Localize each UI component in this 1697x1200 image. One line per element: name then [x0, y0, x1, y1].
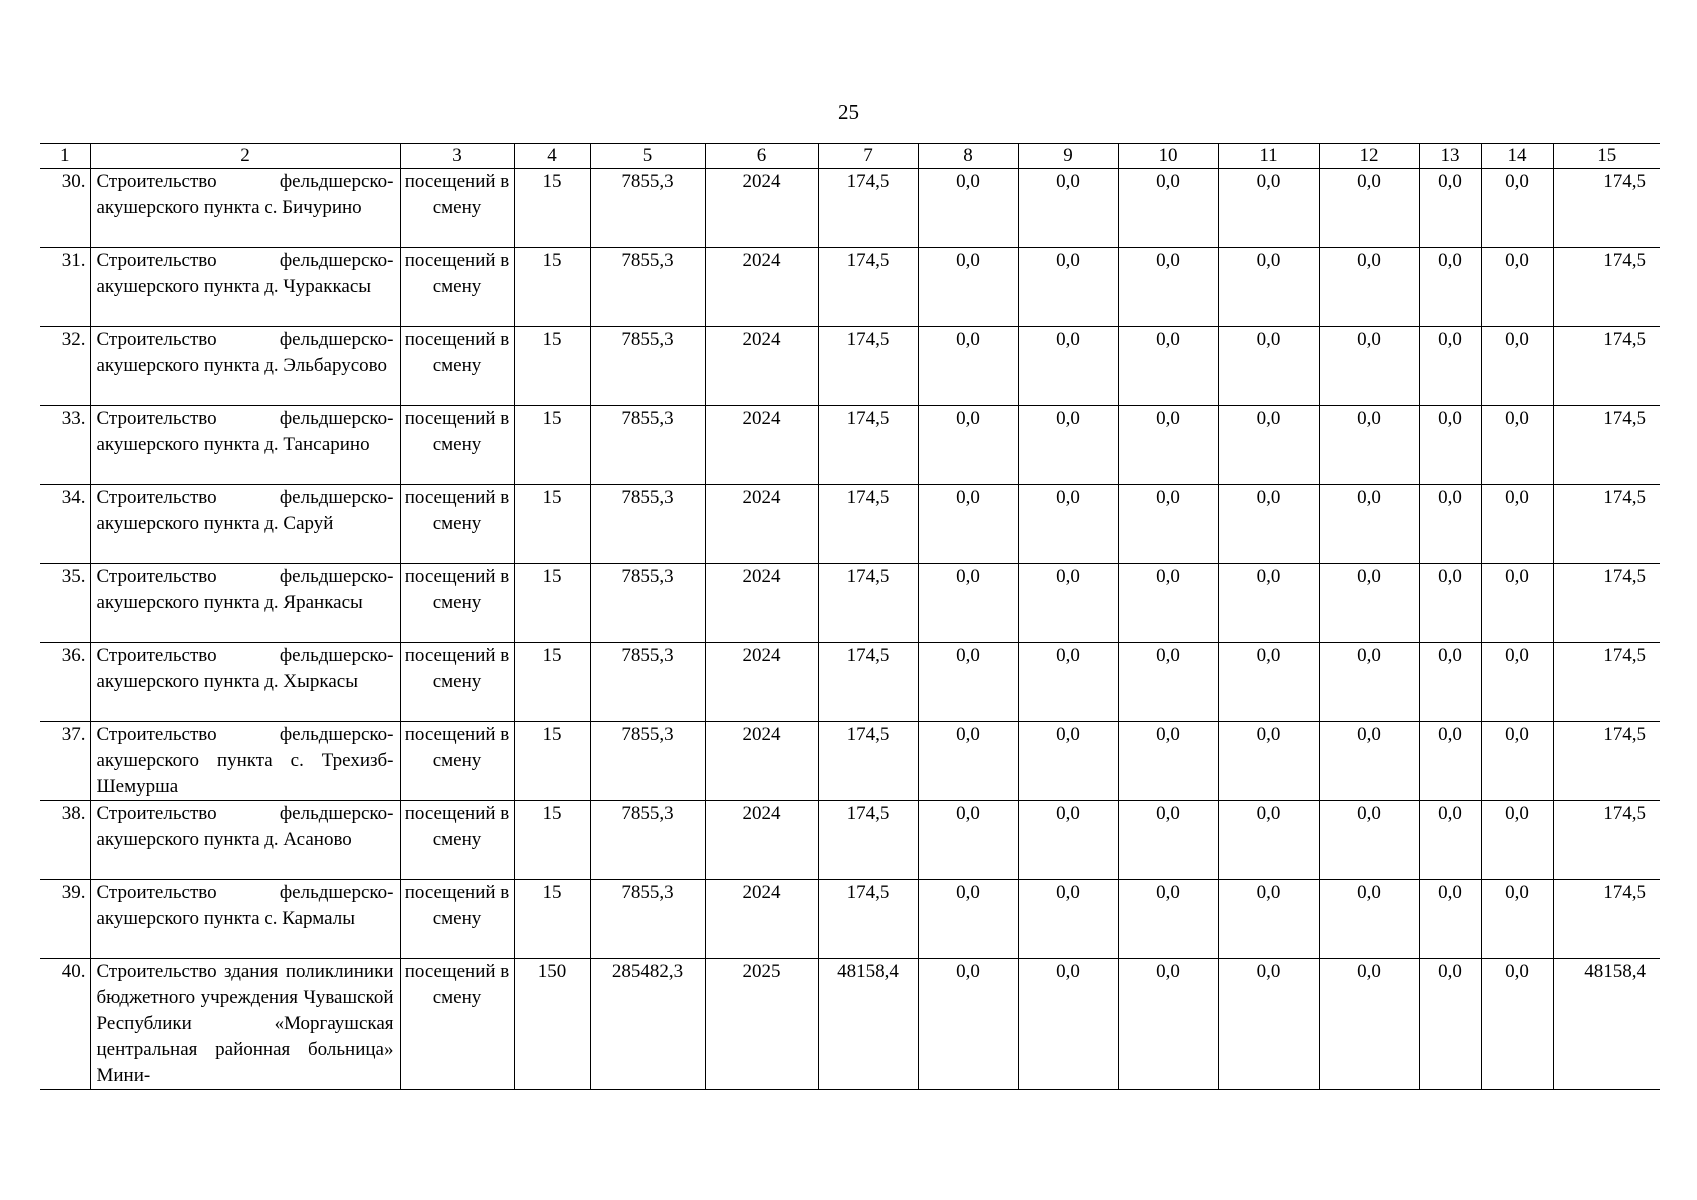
completion-year: 2024	[705, 722, 818, 801]
funding-value: 174,5	[818, 248, 918, 327]
funding-value: 0,0	[1218, 564, 1319, 643]
funding-value: 0,0	[1218, 485, 1319, 564]
funding-value: 0,0	[1218, 327, 1319, 406]
funding-value: 0,0	[1419, 564, 1481, 643]
funding-value: 0,0	[1018, 169, 1118, 248]
funding-value: 0,0	[1018, 722, 1118, 801]
funding-value: 0,0	[1118, 722, 1218, 801]
capacity-value: 15	[514, 801, 590, 880]
column-number-row	[40, 144, 1660, 169]
funding-value: 0,0	[1481, 722, 1553, 801]
funding-value: 0,0	[1018, 248, 1118, 327]
table-row	[40, 564, 1660, 643]
funding-value: 0,0	[1118, 801, 1218, 880]
capacity-unit: посещений в смену	[400, 564, 514, 643]
funding-value: 174,5	[818, 722, 918, 801]
funding-value: 0,0	[1419, 880, 1481, 959]
funding-value: 0,0	[1481, 406, 1553, 485]
completion-year: 2024	[705, 248, 818, 327]
funding-value: 0,0	[918, 643, 1018, 722]
header-cell: 12	[1319, 144, 1419, 169]
capacity-value: 15	[514, 248, 590, 327]
funding-value: 0,0	[1118, 564, 1218, 643]
completion-year: 2024	[705, 327, 818, 406]
funding-value: 0,0	[1419, 722, 1481, 801]
row-number: 32.	[40, 327, 90, 406]
capacity-unit: посещений в смену	[400, 406, 514, 485]
estimated-cost: 285482,3	[590, 959, 705, 1090]
capacity-value: 15	[514, 169, 590, 248]
project-name: Строительство фельдшерско-акушерского пункта д. Тансарино	[90, 406, 400, 485]
funding-value: 0,0	[918, 959, 1018, 1090]
estimated-cost: 7855,3	[590, 722, 705, 801]
funding-value: 0,0	[1419, 959, 1481, 1090]
funding-value: 0,0	[1218, 801, 1319, 880]
project-name: Строительство фельдшерско-акушерского пункта д. Эльбарусово	[90, 327, 400, 406]
estimated-cost: 7855,3	[590, 248, 705, 327]
capacity-unit: посещений в смену	[400, 248, 514, 327]
funding-value: 0,0	[1319, 327, 1419, 406]
funding-total: 174,5	[1553, 406, 1660, 485]
funding-total: 174,5	[1553, 801, 1660, 880]
row-number: 34.	[40, 485, 90, 564]
funding-value: 174,5	[818, 880, 918, 959]
funding-value: 0,0	[1481, 801, 1553, 880]
funding-value: 0,0	[918, 564, 1018, 643]
project-name: Строительство фельдшерско-акушерского пункта с. Кармалы	[90, 880, 400, 959]
header-cell: 5	[590, 144, 705, 169]
completion-year: 2024	[705, 485, 818, 564]
project-name: Строительство здания поликлиники бюджетного учреждения Чувашской Республики «Моргаушская центральная районная больница» Мини-	[90, 959, 400, 1090]
funding-value: 0,0	[918, 327, 1018, 406]
funding-value: 0,0	[1118, 485, 1218, 564]
funding-value: 0,0	[1419, 406, 1481, 485]
header-cell: 14	[1481, 144, 1553, 169]
header-cell: 9	[1018, 144, 1118, 169]
funding-value: 0,0	[1319, 169, 1419, 248]
funding-value: 0,0	[1218, 643, 1319, 722]
table-row	[40, 248, 1660, 327]
funding-value: 0,0	[1018, 406, 1118, 485]
funding-value: 0,0	[1018, 564, 1118, 643]
header-cell: 7	[818, 144, 918, 169]
funding-value: 0,0	[1419, 801, 1481, 880]
funding-value: 174,5	[818, 406, 918, 485]
funding-value: 0,0	[1481, 880, 1553, 959]
funding-value: 0,0	[1218, 959, 1319, 1090]
funding-total: 174,5	[1553, 880, 1660, 959]
table-row	[40, 169, 1660, 248]
project-name: Строительство фельдшерско-акушерского пункта д. Асаново	[90, 801, 400, 880]
funding-value: 0,0	[1319, 801, 1419, 880]
funding-value: 0,0	[1218, 169, 1319, 248]
funding-total: 174,5	[1553, 722, 1660, 801]
completion-year: 2024	[705, 801, 818, 880]
funding-value: 174,5	[818, 327, 918, 406]
funding-value: 0,0	[1319, 248, 1419, 327]
project-name: Строительство фельдшерско-акушерского пункта д. Хыркасы	[90, 643, 400, 722]
capacity-value: 15	[514, 722, 590, 801]
funding-total: 174,5	[1553, 169, 1660, 248]
completion-year: 2025	[705, 959, 818, 1090]
funding-value: 0,0	[1118, 406, 1218, 485]
header-cell: 1	[40, 144, 90, 169]
funding-value: 0,0	[1018, 327, 1118, 406]
table-row	[40, 406, 1660, 485]
capacity-unit: посещений в смену	[400, 643, 514, 722]
table-row	[40, 643, 1660, 722]
funding-value: 0,0	[918, 406, 1018, 485]
funding-total: 174,5	[1553, 485, 1660, 564]
capacity-value: 15	[514, 564, 590, 643]
estimated-cost: 7855,3	[590, 643, 705, 722]
header-cell: 10	[1118, 144, 1218, 169]
capacity-value: 15	[514, 406, 590, 485]
estimated-cost: 7855,3	[590, 564, 705, 643]
funding-total: 48158,4	[1553, 959, 1660, 1090]
funding-value: 0,0	[1481, 959, 1553, 1090]
header-cell: 8	[918, 144, 1018, 169]
row-number: 33.	[40, 406, 90, 485]
header-cell: 6	[705, 144, 818, 169]
funding-value: 0,0	[1118, 327, 1218, 406]
funding-value: 0,0	[1419, 485, 1481, 564]
funding-value: 48158,4	[818, 959, 918, 1090]
capacity-unit: посещений в смену	[400, 801, 514, 880]
capacity-value: 15	[514, 643, 590, 722]
estimated-cost: 7855,3	[590, 801, 705, 880]
funding-value: 0,0	[1218, 248, 1319, 327]
project-name: Строительство фельдшерско-акушерского пункта с. Бичурино	[90, 169, 400, 248]
funding-value: 0,0	[1419, 169, 1481, 248]
capacity-value: 150	[514, 959, 590, 1090]
funding-value: 174,5	[818, 801, 918, 880]
funding-value: 0,0	[1319, 722, 1419, 801]
row-number: 35.	[40, 564, 90, 643]
funding-value: 0,0	[1018, 643, 1118, 722]
header-cell: 13	[1419, 144, 1481, 169]
table-row	[40, 722, 1660, 801]
table-row	[40, 327, 1660, 406]
row-number: 36.	[40, 643, 90, 722]
header-cell: 15	[1553, 144, 1660, 169]
header-cell: 2	[90, 144, 400, 169]
capacity-unit: посещений в смену	[400, 880, 514, 959]
completion-year: 2024	[705, 406, 818, 485]
completion-year: 2024	[705, 880, 818, 959]
estimated-cost: 7855,3	[590, 169, 705, 248]
estimated-cost: 7855,3	[590, 327, 705, 406]
table-row	[40, 801, 1660, 880]
funding-value: 0,0	[918, 801, 1018, 880]
project-name: Строительство фельдшерско-акушерского пункта д. Саруй	[90, 485, 400, 564]
funding-value: 0,0	[1481, 485, 1553, 564]
funding-value: 0,0	[918, 880, 1018, 959]
estimated-cost: 7855,3	[590, 485, 705, 564]
funding-value: 0,0	[1319, 643, 1419, 722]
row-number: 30.	[40, 169, 90, 248]
funding-value: 0,0	[1118, 959, 1218, 1090]
row-number: 40.	[40, 959, 90, 1090]
header-cell: 4	[514, 144, 590, 169]
funding-total: 174,5	[1553, 327, 1660, 406]
estimated-cost: 7855,3	[590, 880, 705, 959]
table-row	[40, 485, 1660, 564]
funding-value: 0,0	[1319, 485, 1419, 564]
completion-year: 2024	[705, 643, 818, 722]
funding-value: 0,0	[1481, 643, 1553, 722]
funding-value: 0,0	[1319, 564, 1419, 643]
capacity-unit: посещений в смену	[400, 959, 514, 1090]
row-number: 37.	[40, 722, 90, 801]
funding-value: 174,5	[818, 169, 918, 248]
project-name: Строительство фельдшерско-акушерского пункта д. Яранкасы	[90, 564, 400, 643]
funding-value: 0,0	[1018, 959, 1118, 1090]
funding-value: 0,0	[1481, 169, 1553, 248]
capacity-value: 15	[514, 485, 590, 564]
page-number: 25	[838, 100, 859, 124]
funding-value: 0,0	[918, 169, 1018, 248]
funding-value: 0,0	[1218, 880, 1319, 959]
investment-table	[40, 143, 1660, 1090]
funding-value: 0,0	[1118, 169, 1218, 248]
completion-year: 2024	[705, 564, 818, 643]
funding-value: 0,0	[1118, 248, 1218, 327]
funding-value: 174,5	[818, 643, 918, 722]
funding-value: 0,0	[918, 248, 1018, 327]
funding-total: 174,5	[1553, 643, 1660, 722]
funding-value: 0,0	[1218, 722, 1319, 801]
funding-value: 0,0	[1419, 248, 1481, 327]
funding-value: 0,0	[1481, 564, 1553, 643]
row-number: 39.	[40, 880, 90, 959]
project-name: Строительство фельдшерско-акушерского пункта д. Чураккасы	[90, 248, 400, 327]
capacity-value: 15	[514, 880, 590, 959]
funding-value: 0,0	[1319, 406, 1419, 485]
capacity-value: 15	[514, 327, 590, 406]
funding-value: 0,0	[1118, 880, 1218, 959]
funding-value: 0,0	[1018, 485, 1118, 564]
funding-value: 0,0	[1419, 327, 1481, 406]
header-cell: 11	[1218, 144, 1319, 169]
table-row	[40, 880, 1660, 959]
capacity-unit: посещений в смену	[400, 327, 514, 406]
funding-value: 0,0	[1481, 248, 1553, 327]
funding-value: 0,0	[918, 722, 1018, 801]
capacity-unit: посещений в смену	[400, 169, 514, 248]
completion-year: 2024	[705, 169, 818, 248]
table-row	[40, 959, 1660, 1090]
funding-value: 0,0	[1419, 643, 1481, 722]
project-name: Строительство фельдшерско-акушерского пункта с. Трехизб-Шемурша	[90, 722, 400, 801]
capacity-unit: посещений в смену	[400, 722, 514, 801]
funding-value: 0,0	[1319, 880, 1419, 959]
header-cell: 3	[400, 144, 514, 169]
funding-total: 174,5	[1553, 564, 1660, 643]
funding-value: 174,5	[818, 564, 918, 643]
funding-value: 0,0	[1118, 643, 1218, 722]
funding-value: 174,5	[818, 485, 918, 564]
funding-total: 174,5	[1553, 248, 1660, 327]
row-number: 38.	[40, 801, 90, 880]
funding-value: 0,0	[1218, 406, 1319, 485]
estimated-cost: 7855,3	[590, 406, 705, 485]
funding-value: 0,0	[1018, 801, 1118, 880]
funding-value: 0,0	[918, 485, 1018, 564]
row-number: 31.	[40, 248, 90, 327]
capacity-unit: посещений в смену	[400, 485, 514, 564]
funding-value: 0,0	[1018, 880, 1118, 959]
funding-value: 0,0	[1481, 327, 1553, 406]
funding-value: 0,0	[1319, 959, 1419, 1090]
